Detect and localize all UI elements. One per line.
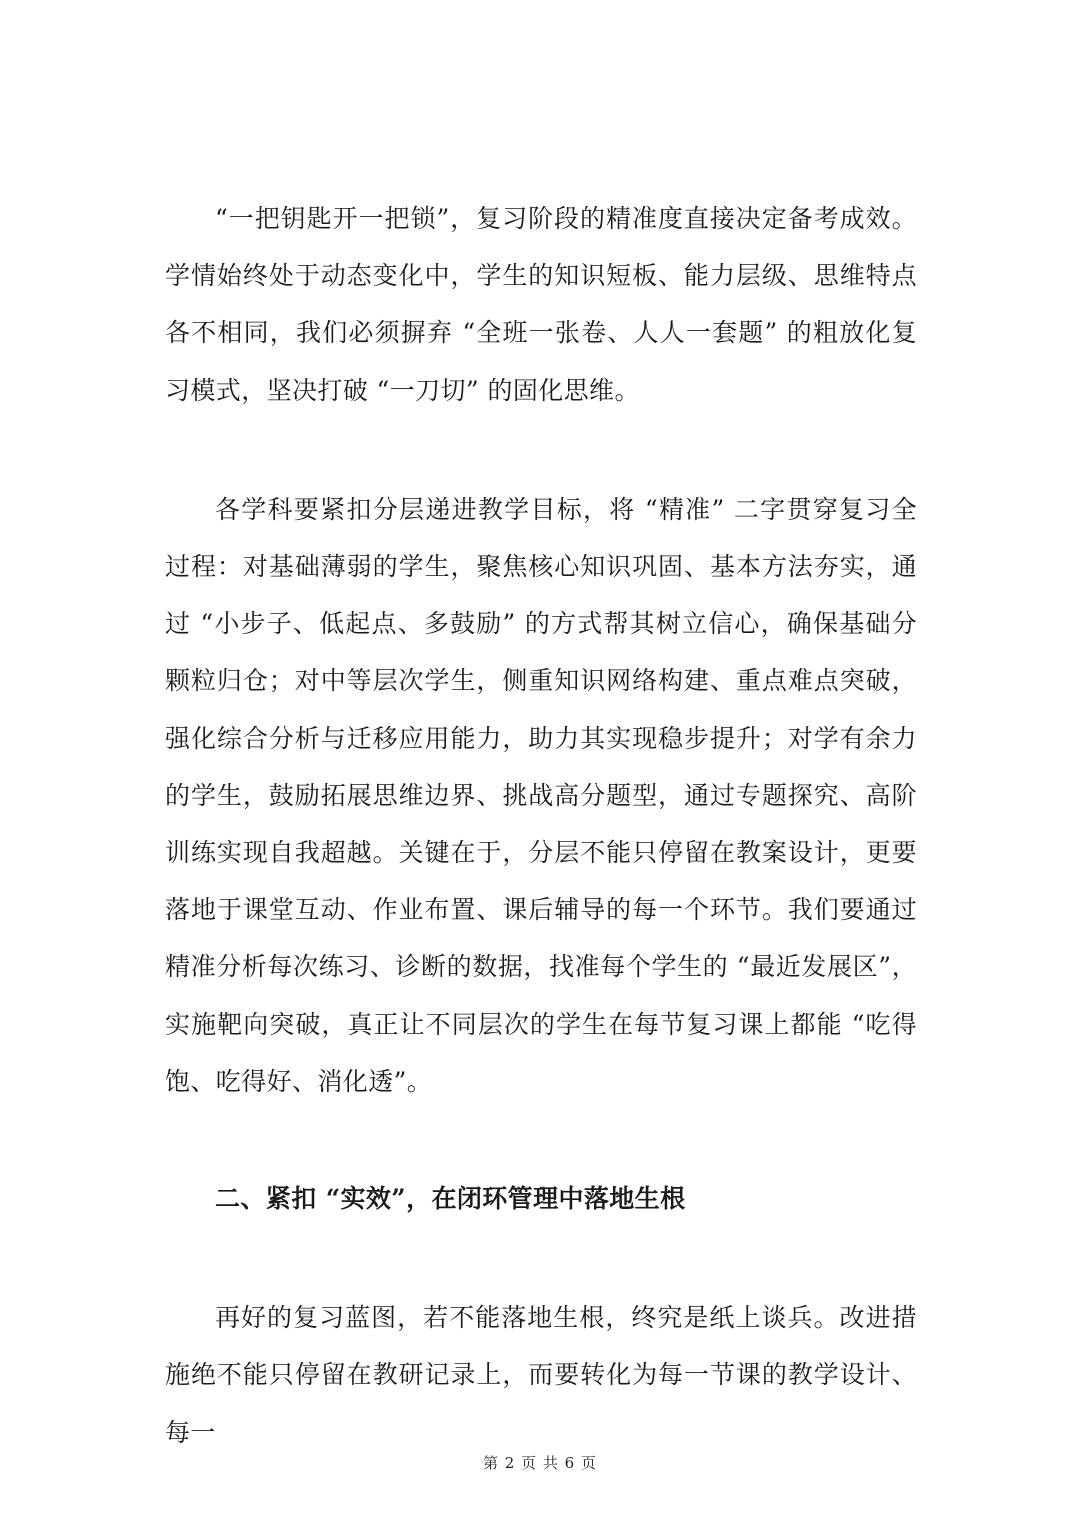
paragraph-precision-intro: “一把钥匙开一把锁”，复习阶段的精准度直接决定备考成效。学情始终处于动态变化中，学生的知识短板、能力层级、思维特点各不相同，我们必须摒弃 “全班一张卷、人人一套题” 的粗放化复习模式，坚决打破 “一刀切” 的固化思维。 — [165, 204, 917, 405]
document-body — [165, 190, 917, 1461]
page-number-footer: 第 2 页 共 6 页 — [483, 1454, 597, 1472]
paragraph-layered-teaching: 各学科要紧扣分层递进教学目标，将 “精准” 二字贯穿复习全过程：对基础薄弱的学生，聚焦核心知识巩固、基本方法夯实，通过 “小步子、低起点、多鼓励” 的方式帮其树立信心，确保基础分颗粒归仓；对中等层次学生，侧重知识网络构建、重点难点突破，强化综合分析与迁移应用能力，助力其实现稳步提升；对学有余力的学生，鼓励拓展思维边界、挑战高分题型，通过专题探究、高阶训练实现自我超越。关键在于，分层不能只停留在教案设计，更要落地于课堂互动、作业布置、课后辅导的每一个环节。我们要通过精准分析每次练习、诊断的数据，找准每个学生的 “最近发展区”，实施靶向突破，真正让不同层次的学生在每节复习课上都能 “吃得饱、吃得好、消化透”。 — [165, 494, 917, 1096]
paragraph-implementation: 再好的复习蓝图，若不能落地生根，终究是纸上谈兵。改进措施绝不能只停留在教研记录上，而要转化为每一节课的教学设计、每一 — [165, 1303, 917, 1447]
section-heading: 二、紧扣 “实效”，在闭环管理中落地生根 — [215, 1184, 686, 1214]
